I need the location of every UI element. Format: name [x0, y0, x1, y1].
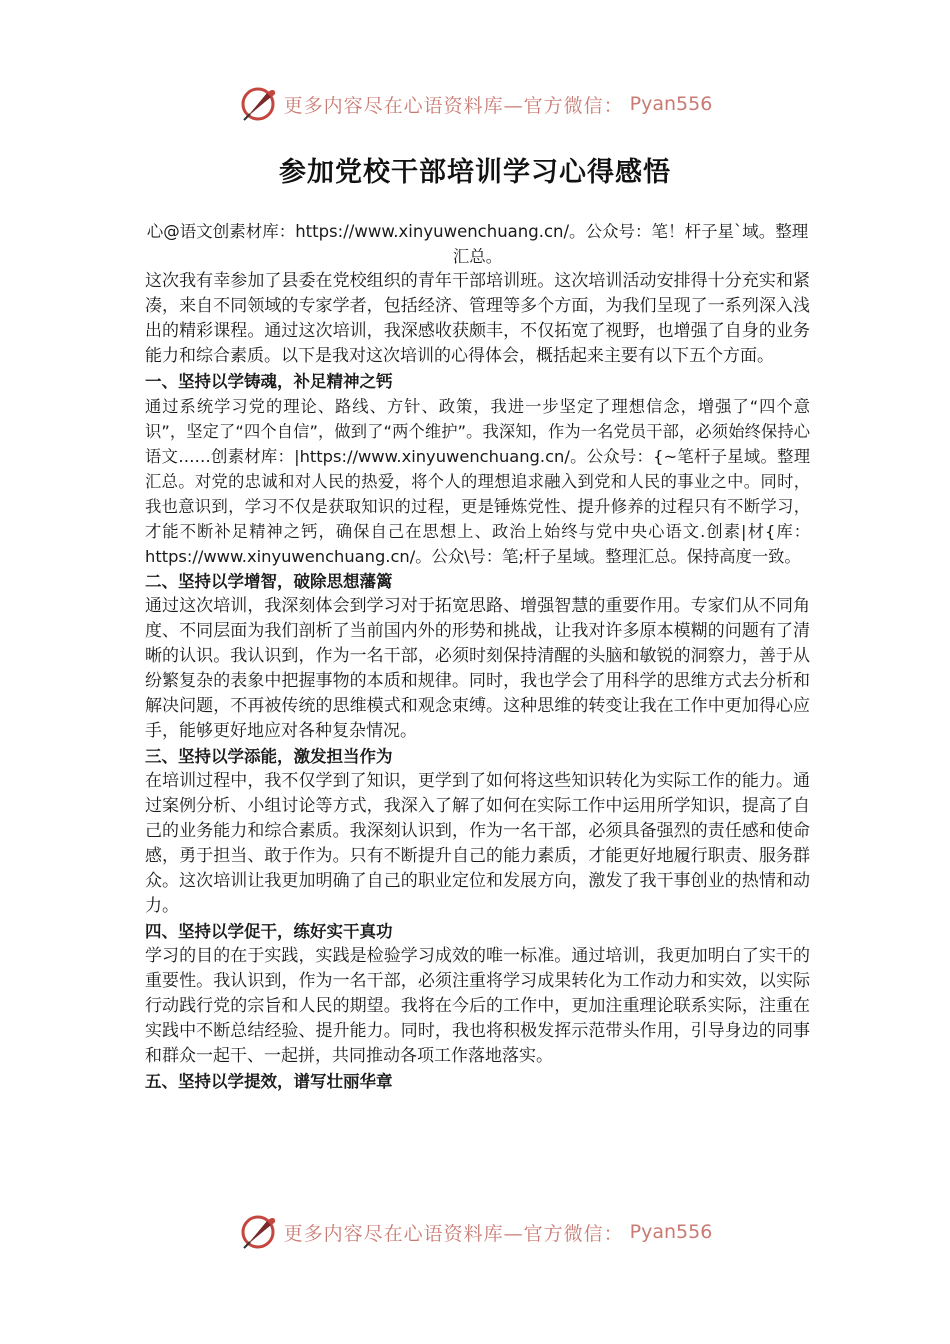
banner-text: 更多内容尽在心语资料库—官方微信：: [283, 94, 624, 117]
banner-text: 更多内容尽在心语资料库—官方微信：: [283, 1222, 624, 1245]
banner-wechat-id: Pyan556: [629, 93, 713, 115]
page-title: 参加党校干部培训学习心得感悟: [279, 157, 671, 188]
section-heading-2: 二、坚持以学增智，破除思想藩篱: [145, 572, 393, 591]
section-body-1: 通过系统学习党的理论、路线、方针、政策，我进一步坚定了理想信念，增强了“四个意识”，坚定了“四个自信”，做到了“两个维护”。我深知，作为一名党员干部，必须始终保持心语文……创素材库：|https://www.xinyuwenchuang.cn/。公众号：{~笔杆子星域。整理汇总。对党的忠诚和对人民的热爱，将个人的理想追求融入到党和人民的事业之中。同时，我也意识到，学习不仅是获取知识的过程，更是锤炼党性、提升修养的过程只有不断学习，才能不断补足精神之钙，确保自己在思想上、政治上始终与党中央心语文.创素|材{库：https://www.xinyuwenchuang.cn/。公众\号：笔;杆子星域。整理汇总。保持高度一致。: [145, 397, 810, 566]
section-heading-1: 一、坚持以学铸魂，补足精神之钙: [145, 372, 393, 391]
section-body-3: 在培训过程中，我不仅学到了知识，更学到了如何将这些知识转化为实际工作的能力。通过案例分析、小组讨论等方式，我深入了解了如何在实际工作中运用所学知识，提高了自己的业务能力和综合素质。我深刻认识到，作为一名干部，必须具备强烈的责任感和使命感，勇于担当、敢于作为。只有不断提升自己的能力素质，才能更好地履行职责、服务群众。这次培训让我更加明确了自己的职业定位和发展方向，激发了我干事创业的热情和动力。: [145, 771, 810, 916]
document-body: [145, 219, 810, 1094]
source-line: 心@语文创素材库：https://www.xinyuwenchuang.cn/。公众号：笔！杆子星`域。整理汇总。: [146, 222, 809, 266]
section-body-4: 学习的目的在于实践，实践是检验学习成效的唯一标准。通过培训，我更加明白了实干的重要性。我认识到，作为一名干部，必须注重将学习成果转化为工作动力和实效，以实际行动践行党的宗旨和人民的期望。我将在今后的工作中，更加注重理论联系实际，注重在实践中不断总结经验、提升能力。同时，我也将积极发挥示范带头作用，引导身边的同事和群众一起干、一起拼，共同推动各项工作落地落实。: [145, 946, 810, 1066]
section-heading-4: 四、坚持以学促干，练好实干真功: [145, 922, 393, 941]
header-watermark-banner: [0, 80, 950, 128]
quill-pen-logo-icon: [238, 1212, 278, 1252]
section-heading-3: 三、坚持以学添能，激发担当作为: [145, 747, 393, 766]
intro-paragraph: 这次我有幸参加了县委在党校组织的青年干部培训班。这次培训活动安排得十分充实和紧凑，来自不同领域的专家学者，包括经济、管理等多个方面，为我们呈现了一系列深入浅出的精彩课程。通过这次培训，我深感收获颇丰，不仅拓宽了视野，也增强了自身的业务能力和综合素质。以下是我对这次培训的心得体会，概括起来主要有以下五个方面。: [145, 271, 810, 366]
section-heading-5: 五、坚持以学提效，谱写壮丽华章: [145, 1072, 393, 1091]
footer-watermark-banner: [0, 1208, 950, 1256]
banner-wechat-id: Pyan556: [629, 1221, 713, 1243]
quill-pen-logo-icon: [238, 84, 278, 124]
section-body-2: 通过这次培训，我深刻体会到学习对于拓宽思路、增强智慧的重要作用。专家们从不同角度、不同层面为我们剖析了当前国内外的形势和挑战，让我对许多原本模糊的问题有了清晰的认识。我认识到，作为一名干部，必须时刻保持清醒的头脑和敏锐的洞察力，善于从纷繁复杂的表象中把握事物的本质和规律。同时，我也学会了用科学的思维方式去分析和解决问题，不再被传统的思维模式和观念束缚。这种思维的转变让我在工作中更加得心应手，能够更好地应对各种复杂情况。: [145, 596, 810, 741]
